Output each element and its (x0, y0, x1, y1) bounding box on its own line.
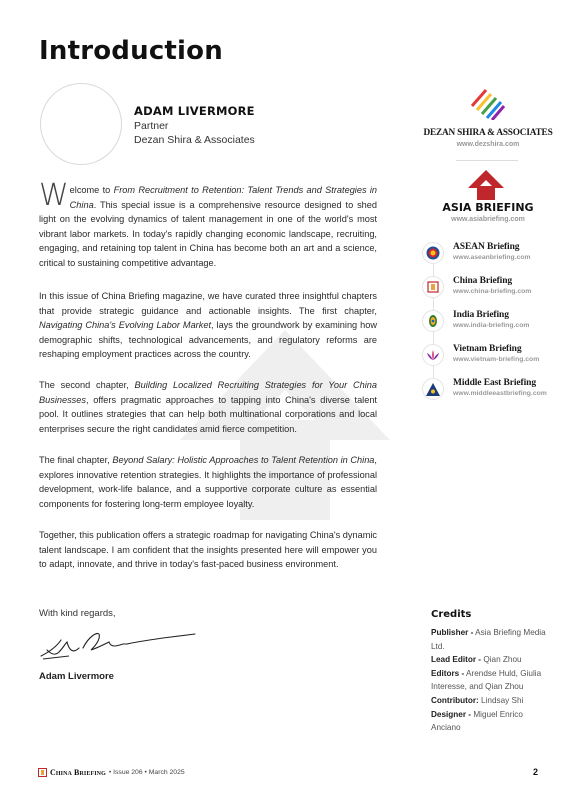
middle-east-icon (422, 378, 444, 400)
credit-designer (431, 708, 551, 735)
magazine-title: From Recruitment to Retention: Talent Trends and Strategies in China (69, 185, 378, 210)
intro-text: The second chapter, (39, 380, 135, 390)
intro-paragraph-3 (39, 378, 377, 436)
dezan-shira-logo-icon (466, 84, 506, 120)
briefing-url: www.india-briefing.com (453, 322, 530, 329)
credit-contributor (431, 694, 551, 708)
intro-text: , offers pragmatic approaches to tapping into China's diverse talent pool. It outlines strategies that can help both multinational corporations and local enterprises secure the right candidates amid fierce competition. (39, 394, 377, 434)
briefing-name: Vietnam Briefing (453, 344, 522, 354)
india-icon (422, 310, 444, 332)
briefing-item-asean[interactable] (422, 241, 572, 265)
credit-value: Asia Briefing Media Ltd. (431, 628, 546, 651)
credit-editors (431, 667, 551, 694)
intro-paragraph-5 (39, 528, 377, 572)
briefing-url: www.middleeastbriefing.com (453, 390, 547, 397)
credit-lead-editor (431, 653, 551, 667)
vietnam-icon (422, 344, 444, 366)
briefing-item-india[interactable] (422, 309, 572, 333)
intro-text: Together, this publication offers a strategic roadmap for navigating China's dynamic talent landscape. I am confident that the insights presented here will empower you to adapt, innovate, and thrive in today's fast-paced business environment. (39, 530, 377, 569)
asia-briefing-logo-icon (468, 170, 504, 200)
asean-icon (422, 242, 444, 264)
dezan-shira-url[interactable]: www.dezshira.com (456, 141, 520, 148)
signoff-name: Adam Livermore (39, 671, 114, 682)
briefing-name: China Briefing (453, 276, 513, 286)
chapter-title: Beyond Salary: Holistic Approaches to Talent Retention in China (112, 455, 375, 465)
briefing-url: www.aseanbriefing.com (453, 254, 531, 261)
author-avatar (40, 83, 122, 165)
credits-block (431, 609, 551, 735)
intro-text: elcome to (69, 185, 114, 195)
china-icon (422, 276, 444, 298)
credit-publisher (431, 626, 551, 653)
author-company: Dezan Shira & Associates (134, 134, 255, 146)
credits-title: Credits (431, 609, 472, 620)
divider (456, 160, 518, 161)
credit-value: Miguel Enrico Anciano (431, 709, 523, 733)
credit-value: Arendse Huld, Giulia Interesse, and Qian Zhou (431, 668, 542, 692)
intro-paragraph-2 (39, 289, 377, 362)
intro-text: , explores innovative retention strategies. It highlights the importance of professional development, work-life balance, and a supportive corporate culture as essential components for fostering long-term employee loyalty. (39, 455, 377, 509)
intro-paragraph-4 (39, 453, 377, 511)
intro-text: The final chapter, (39, 455, 113, 465)
briefing-item-middle-east[interactable] (422, 377, 572, 401)
briefing-item-china[interactable] (422, 275, 572, 299)
credit-label: Editors - (431, 668, 465, 678)
footer-issue: • Issue 206 • March 2025 (108, 769, 185, 776)
chapter-title: Building Localized Recruiting Strategies for Your China Businesses (39, 380, 377, 405)
dezan-shira-name: DEZAN SHIRA & ASSOCIATES (423, 128, 553, 138)
dropcap: W (39, 178, 69, 213)
briefing-name: ASEAN Briefing (453, 242, 520, 252)
author-block (134, 104, 255, 146)
china-briefing-footer-icon (38, 768, 47, 777)
asia-briefing-url[interactable]: www.asiabriefing.com (451, 216, 525, 223)
intro-text: . This special issue is a comprehensive resource designed to shed light on the evolving dynamics of talent management in one of the world's most vibrant labor markets. In today's rapidly changing economic landscape, recruiting, engaging, and retaining top talent in China has become both an art and a science, critical to sustaining competitive advantage. (39, 199, 377, 268)
intro-text: , lays the groundwork by examining how demographic shifts, technological advancements, and regulatory reforms are reshaping employment practices across the country. (39, 320, 377, 359)
asia-briefing-name: ASIA BRIEFING (442, 201, 534, 214)
credit-label: Contributor: (431, 695, 479, 705)
page-title: Introduction (39, 36, 223, 66)
briefing-url: www.china-briefing.com (453, 288, 532, 295)
credit-label: Publisher - (431, 628, 474, 637)
credit-value: Lindsay Shi (481, 695, 524, 705)
credit-label: Designer - (431, 709, 472, 719)
author-role: Partner (134, 120, 169, 132)
author-name: ADAM LIVERMORE (134, 104, 255, 118)
briefing-url: www.vietnam-briefing.com (453, 356, 540, 363)
footer-brand: China Briefing (50, 768, 106, 777)
credit-value: Qian Zhou (483, 655, 522, 665)
intro-paragraph-1 (39, 178, 378, 270)
briefing-name: Middle East Briefing (453, 378, 536, 388)
briefing-item-vietnam[interactable] (422, 343, 572, 367)
intro-text: In this issue of China Briefing magazine, we have curated three insightful chapters that provide strategic guidance and actionable insights. The first chapter, (39, 291, 377, 316)
page-number: 2 (533, 767, 539, 777)
credit-label: Lead Editor - (431, 655, 482, 665)
footer (38, 768, 185, 777)
signoff-regards: With kind regards, (39, 608, 116, 619)
signature-icon (39, 626, 199, 662)
briefing-name: India Briefing (453, 310, 509, 320)
chapter-title: Navigating China's Evolving Labor Market (39, 320, 211, 330)
